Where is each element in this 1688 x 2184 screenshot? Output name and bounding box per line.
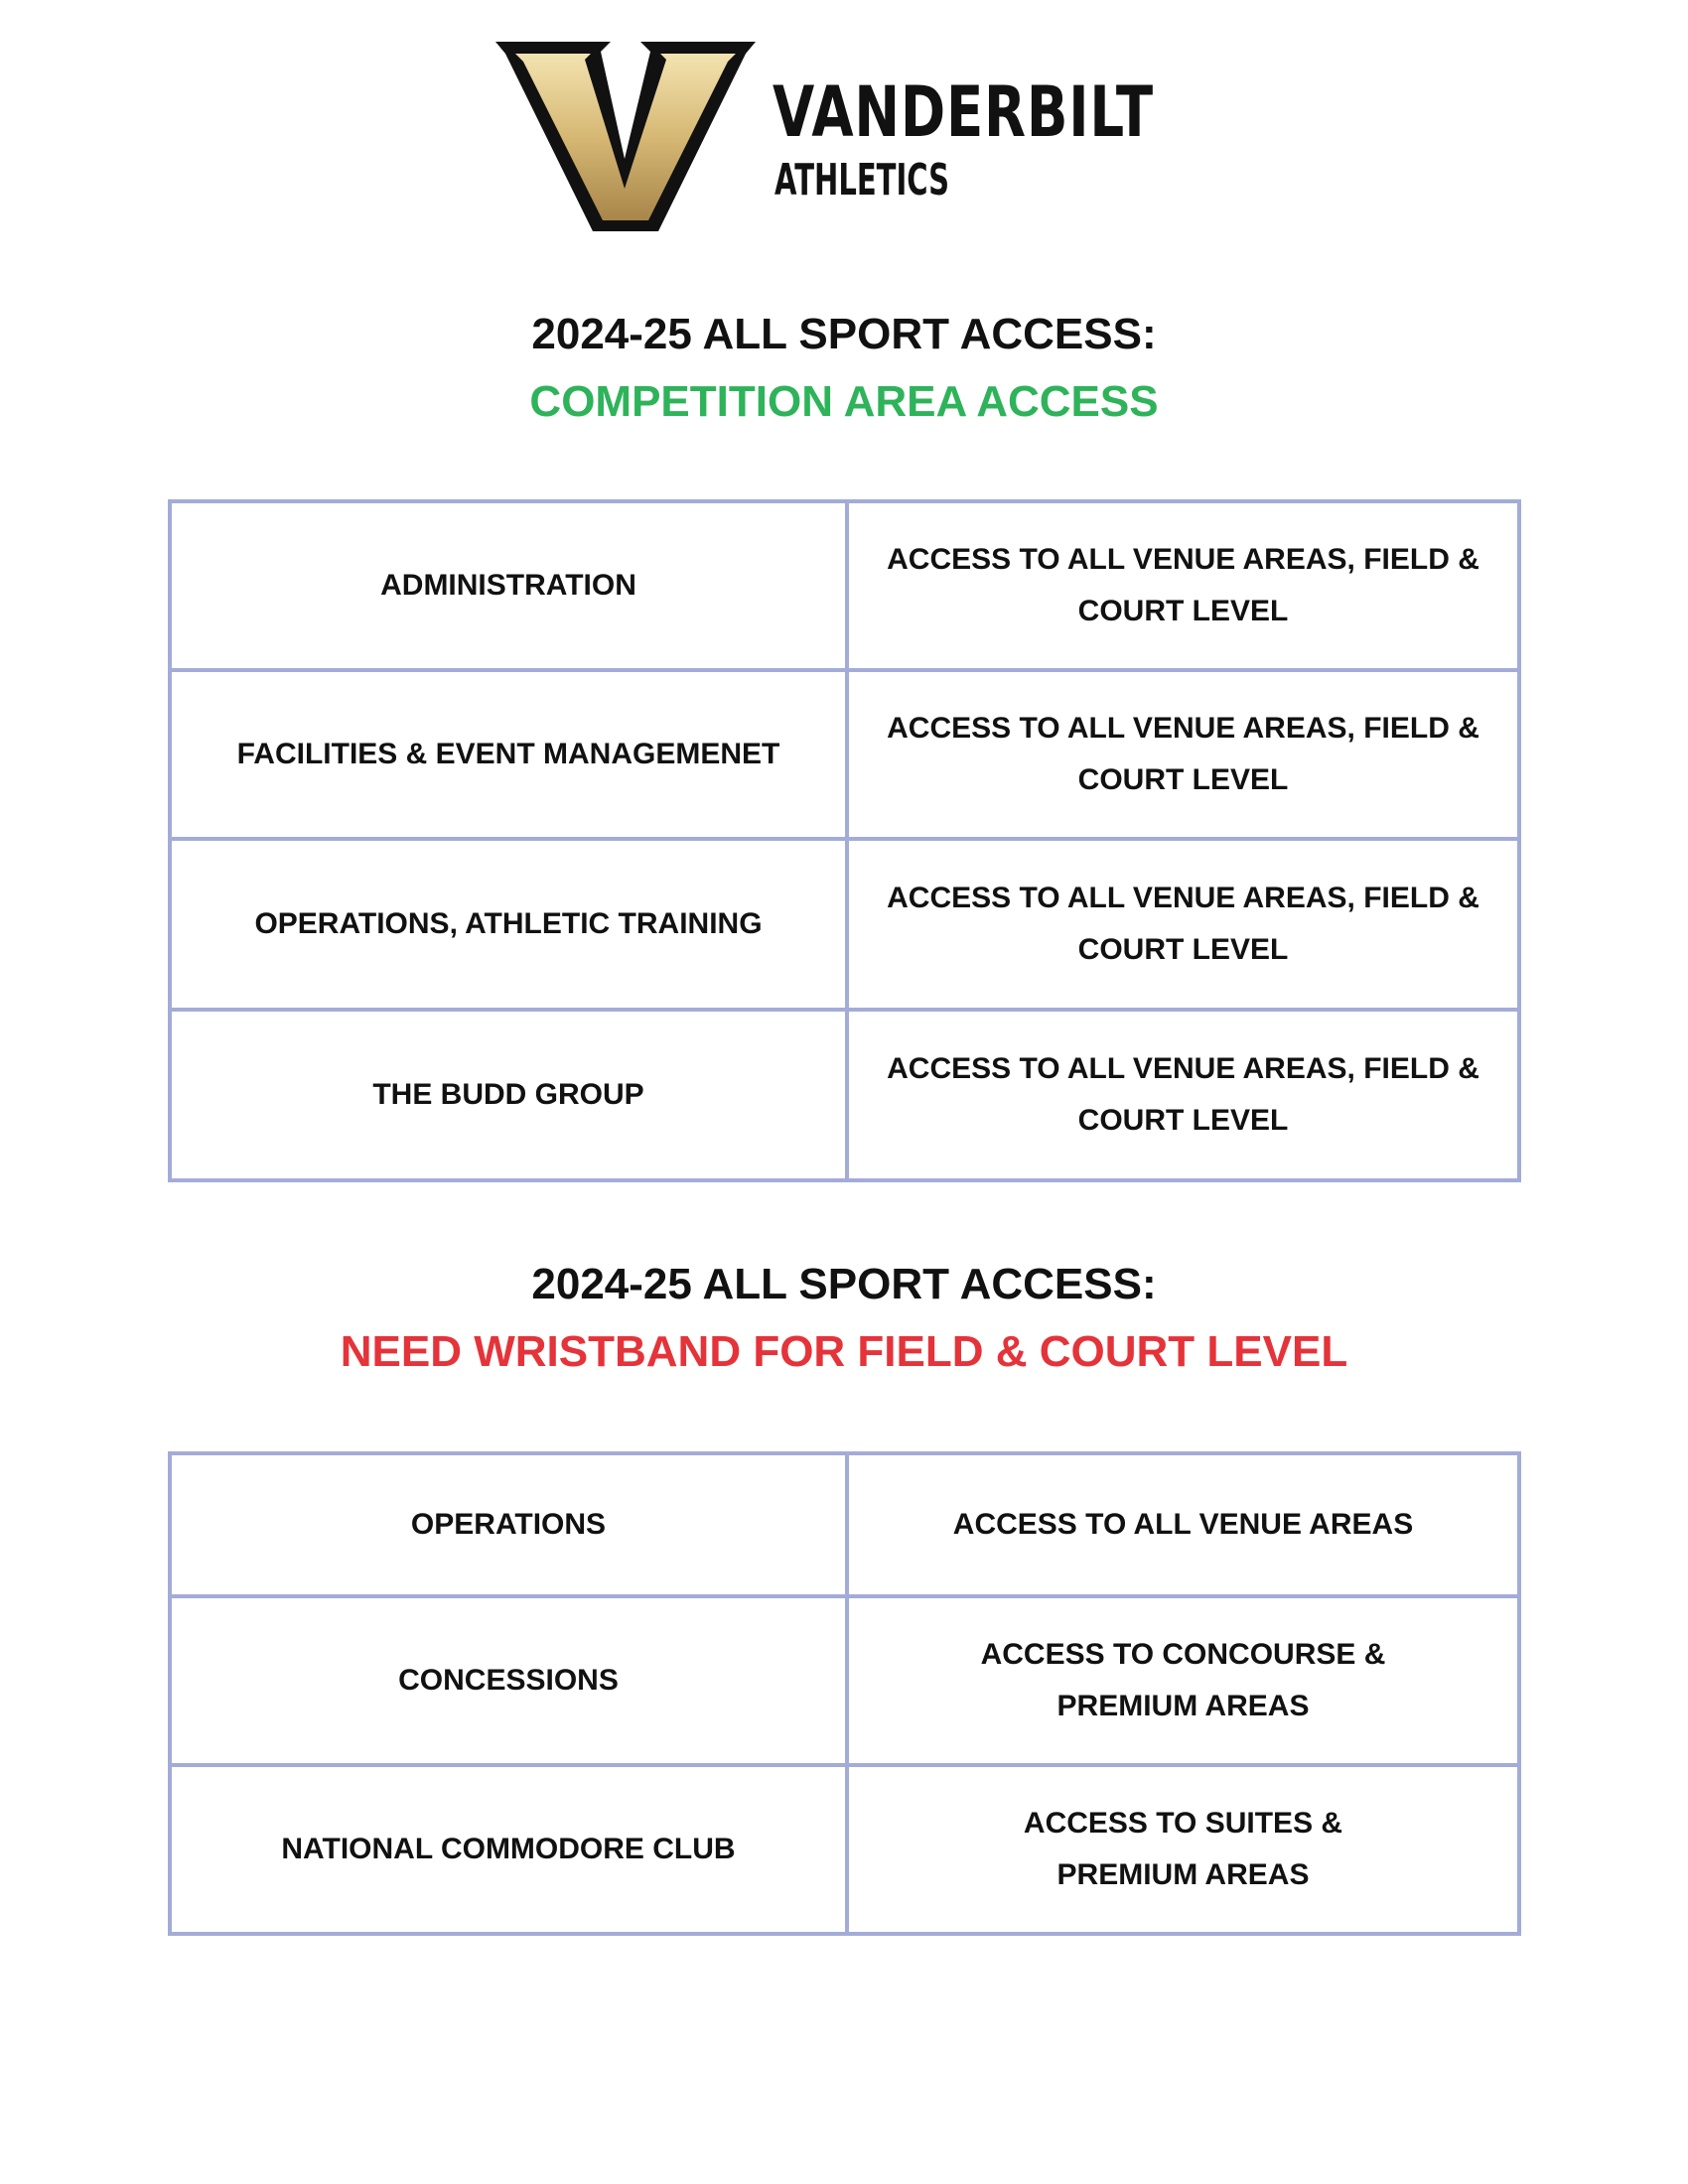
- table-row: [170, 501, 1519, 670]
- group-cell: OPERATIONS: [170, 1453, 847, 1596]
- table-row: [170, 839, 1519, 1010]
- logo-subtitle: ATHLETICS: [774, 155, 950, 205]
- section1-subtitle: COMPETITION AREA ACCESS: [529, 377, 1159, 426]
- group-cell: CONCESSIONS: [170, 1596, 847, 1765]
- table-row: [170, 1765, 1519, 1934]
- group-cell: ADMINISTRATION: [170, 501, 847, 670]
- section1-title: 2024-25 ALL SPORT ACCESS:: [531, 310, 1157, 358]
- competition-access-table: [168, 499, 1521, 1182]
- access-cell: ACCESS TO ALL VENUE AREAS: [847, 1453, 1519, 1596]
- vanderbilt-v-logo: [493, 40, 758, 233]
- section2-subtitle: NEED WRISTBAND FOR FIELD & COURT LEVEL: [340, 1327, 1348, 1376]
- group-cell: NATIONAL COMMODORE CLUB: [170, 1765, 847, 1934]
- access-cell: ACCESS TO ALL VENUE AREAS, FIELD & COURT LEVEL: [847, 670, 1519, 839]
- group-cell: OPERATIONS, ATHLETIC TRAINING: [170, 839, 847, 1010]
- wristband-access-table: [168, 1451, 1521, 1936]
- access-cell: ACCESS TO ALL VENUE AREAS, FIELD & COURT LEVEL: [847, 839, 1519, 1010]
- access-cell: ACCESS TO ALL VENUE AREAS, FIELD & COURT LEVEL: [847, 1010, 1519, 1180]
- table-row: [170, 1596, 1519, 1765]
- access-cell: ACCESS TO SUITES & PREMIUM AREAS: [847, 1765, 1519, 1934]
- table-row: [170, 1453, 1519, 1596]
- group-cell: FACILITIES & EVENT MANAGEMENET: [170, 670, 847, 839]
- group-cell: THE BUDD GROUP: [170, 1010, 847, 1180]
- logo-wordmark: VANDERBILT: [773, 71, 1154, 153]
- section2-title: 2024-25 ALL SPORT ACCESS:: [531, 1260, 1157, 1308]
- table-row: [170, 1010, 1519, 1180]
- access-cell: ACCESS TO CONCOURSE & PREMIUM AREAS: [847, 1596, 1519, 1765]
- access-cell: ACCESS TO ALL VENUE AREAS, FIELD & COURT LEVEL: [847, 501, 1519, 670]
- table-row: [170, 670, 1519, 839]
